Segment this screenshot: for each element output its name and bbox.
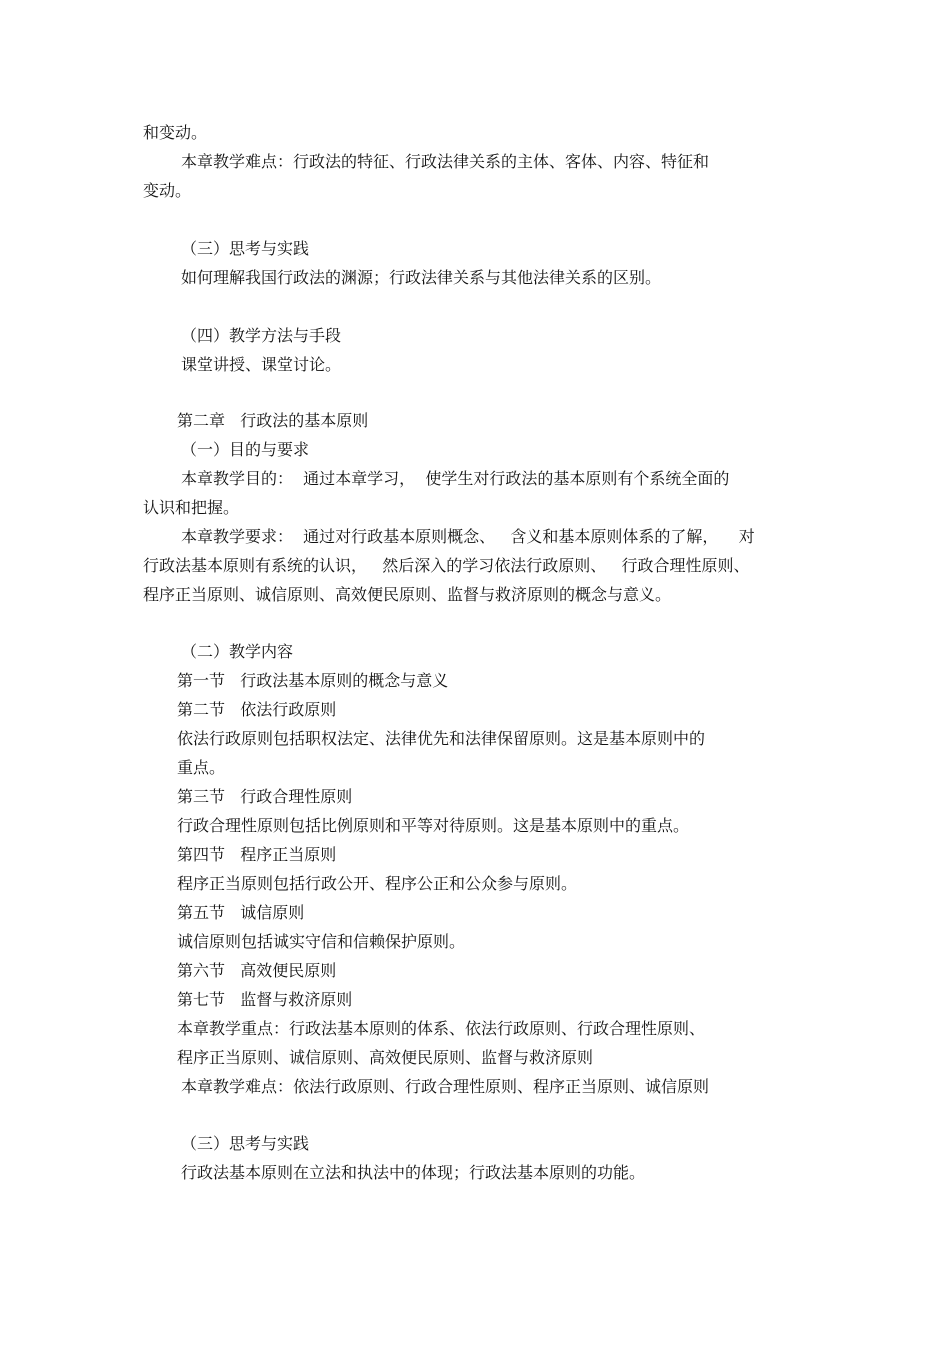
text-line: 认识和把握。 xyxy=(143,498,240,517)
chapter-heading: 第二章 行政法的基本原则 xyxy=(177,411,369,430)
section-heading: （一）目的与要求 xyxy=(181,440,310,459)
text-line: 重点。 xyxy=(177,758,226,777)
text-line: 本章教学重点：行政法基本原则的体系、依法行政原则、行政合理性原则、 xyxy=(177,1019,706,1038)
text-line: 和变动。 xyxy=(143,123,208,142)
text-line: 行政合理性原则包括比例原则和平等对待原则。这是基本原则中的重点。 xyxy=(177,816,690,835)
text-line: 行政法基本原则在立法和执法中的体现；行政法基本原则的功能。 xyxy=(181,1163,646,1182)
subsection-heading: 第三节 行政合理性原则 xyxy=(177,787,353,806)
text-line: 变动。 xyxy=(143,181,192,200)
text-line: 依法行政原则包括职权法定、法律优先和法律保留原则。这是基本原则中的 xyxy=(177,729,706,748)
subsection-heading: 第六节 高效便民原则 xyxy=(177,961,337,980)
text-line: 本章教学要求： 通过对行政基本原则概念、 含义和基本原则体系的了解， 对 xyxy=(181,527,755,546)
section-heading: （二）教学内容 xyxy=(181,642,294,661)
subsection-heading: 第四节 程序正当原则 xyxy=(177,845,337,864)
section-heading: （三）思考与实践 xyxy=(181,239,310,258)
text-line: 程序正当原则、诚信原则、高效便民原则、监督与救济原则的概念与意义。 xyxy=(143,585,672,604)
subsection-heading: 第一节 行政法基本原则的概念与意义 xyxy=(177,671,449,690)
text-line: 本章教学目的： 通过本章学习， 使学生对行政法的基本原则有个系统全面的 xyxy=(181,469,730,488)
subsection-heading: 第七节 监督与救济原则 xyxy=(177,990,353,1009)
text-line: 本章教学难点：依法行政原则、行政合理性原则、程序正当原则、诚信原则 xyxy=(181,1077,710,1096)
text-line: 如何理解我国行政法的渊源；行政法律关系与其他法律关系的区别。 xyxy=(181,268,662,287)
section-heading: （四）教学方法与手段 xyxy=(181,326,342,345)
text-line: 本章教学难点：行政法的特征、行政法律关系的主体、客体、内容、特征和 xyxy=(181,152,710,171)
text-line: 程序正当原则、诚信原则、高效便民原则、监督与救济原则 xyxy=(177,1048,594,1067)
section-heading: （三）思考与实践 xyxy=(181,1134,310,1153)
text-line: 诚信原则包括诚实守信和信赖保护原则。 xyxy=(177,932,466,951)
text-line: 程序正当原则包括行政公开、程序公正和公众参与原则。 xyxy=(177,874,578,893)
text-line: 行政法基本原则有系统的认识， 然后深入的学习依法行政原则、 行政合理性原则、 xyxy=(143,556,750,575)
subsection-heading: 第二节 依法行政原则 xyxy=(177,700,337,719)
text-line: 课堂讲授、课堂讨论。 xyxy=(181,355,342,374)
subsection-heading: 第五节 诚信原则 xyxy=(177,903,305,922)
